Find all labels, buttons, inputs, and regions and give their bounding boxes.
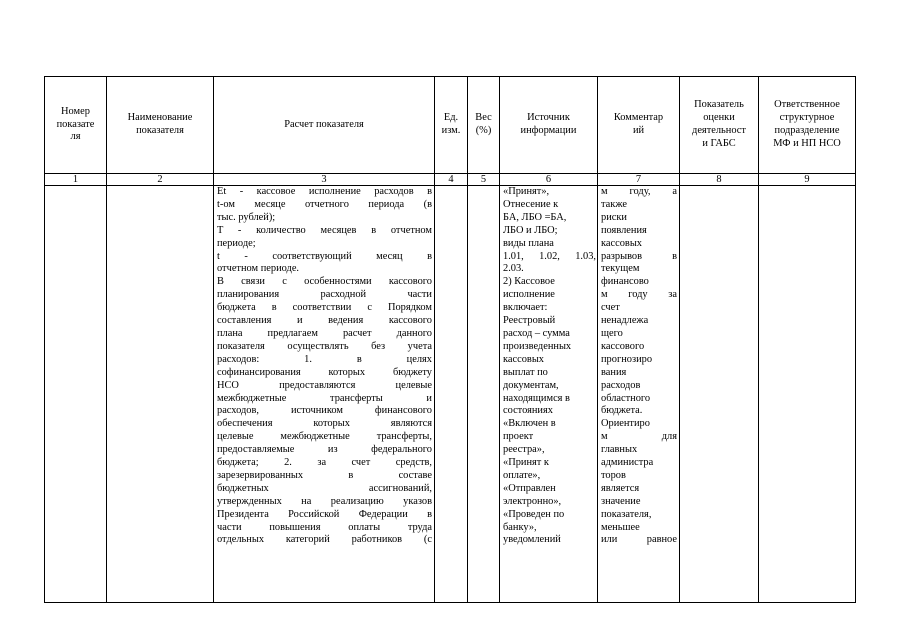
cell-line: реестра»,: [503, 444, 545, 456]
cell-line: м для: [601, 431, 677, 443]
cell-line: щего: [601, 327, 623, 339]
calculation-text-line: зарезервированных в составе: [217, 469, 432, 481]
calculation-text-line: отчетном периоде.: [217, 263, 300, 275]
cell-unit: [435, 186, 468, 603]
cell-line: структурное: [779, 112, 835, 124]
cell-line: исполнение: [503, 289, 555, 301]
cell-line: виды плана: [503, 237, 554, 249]
cell-line: торов: [601, 469, 626, 481]
cell-line: оплате»,: [503, 469, 541, 481]
cell-line: кассовых: [601, 237, 643, 249]
cell-line: ий: [632, 125, 645, 136]
cell-weight: [468, 186, 500, 603]
cell-line: бюджета.: [601, 405, 643, 417]
cell-line: текущем: [601, 263, 640, 275]
column-number: 8: [680, 174, 759, 186]
cell-line: показате: [56, 118, 95, 130]
cell-line: подразделение: [774, 125, 840, 136]
cell-line: оценки: [703, 112, 735, 124]
column-number: 1: [45, 174, 107, 186]
calculation-text-line: бюджетных ассигнований,: [217, 482, 432, 494]
cell-line: показателя,: [601, 508, 652, 520]
cell-line: деятельност: [692, 125, 746, 136]
column-number: 5: [468, 174, 500, 186]
cell-line: или равное: [601, 534, 677, 546]
cell-line: ля: [70, 131, 81, 143]
cell-line: Отнесение к: [503, 198, 559, 210]
cell-line: Источник: [527, 112, 570, 124]
cell-line: и ГАБС: [702, 137, 736, 149]
calculation-text-line: целевые межбюджетные трансферты,: [217, 431, 432, 443]
calculation-text-line: показателя осуществлять без учета: [217, 340, 432, 352]
calculation-text-line: t - соответствующий месяц в: [217, 250, 432, 262]
cell-line: «Принят»,: [503, 186, 550, 197]
cell-line: также: [601, 198, 627, 210]
header-indicator-number: [45, 77, 107, 174]
cell-line: вания: [601, 366, 627, 378]
calculation-text-line: отдельных категорий работников (с: [217, 534, 432, 546]
calculation-text-line: расходов, источником финансового: [217, 405, 432, 417]
column-number: 7: [598, 174, 680, 186]
cell-comment: [598, 186, 680, 603]
cell-line: выплат по: [503, 366, 548, 378]
cell-line: расходов: [601, 379, 641, 391]
header-indicator-calculation: [214, 77, 435, 174]
column-numbers-row: [45, 174, 856, 186]
calculation-text-line: Президента Российской Федерации в: [217, 508, 432, 520]
cell-line: Наименование: [127, 112, 193, 124]
cell-line: кассового: [601, 340, 645, 352]
calculation-text-line: плана предлагаем расчет данного: [217, 327, 432, 339]
table-header-row: [45, 77, 856, 174]
calculation-text-line: составления и ведения кассового: [217, 315, 432, 327]
cell-line: банку»,: [503, 521, 537, 533]
cell-line: включает:: [503, 302, 548, 314]
cell-gabs-evaluation: [680, 186, 759, 603]
calculation-text-line: предоставляемые из федерального: [217, 444, 432, 456]
calculation-text-line: периоде;: [217, 237, 256, 249]
cell-line: прогнозиро: [601, 353, 653, 365]
cell-line: ЛБО и ЛБО;: [503, 224, 558, 236]
header-comment: [598, 77, 680, 174]
cell-line: 2.03.: [503, 263, 524, 275]
header-indicator-name: [107, 77, 214, 174]
cell-line: является: [601, 482, 640, 494]
cell-line: Комментар: [613, 112, 664, 124]
cell-line: информации: [520, 125, 577, 136]
header-weight: [468, 77, 500, 174]
cell-line: уведомлений: [503, 534, 561, 546]
cell-line: Показатель: [694, 99, 744, 111]
cell-indicator-calculation: [214, 186, 435, 603]
calculation-text-line: планирования расходной части: [217, 289, 432, 301]
calculation-text-line: софинансирования которых бюджету: [217, 366, 432, 378]
calculation-text-line: Et - кассовое исполнение расходов в: [217, 186, 432, 197]
calculation-text-line: межбюджетные трансферты и: [217, 392, 432, 404]
calculation-text-line: тыс. рублей);: [217, 211, 276, 223]
cell-line: счет: [601, 302, 620, 314]
cell-line: меньшее: [601, 521, 640, 533]
cell-line: м году, а: [601, 186, 677, 197]
calculation-text-line: расходов: 1. в целях: [217, 353, 432, 365]
column-number: 2: [107, 174, 214, 186]
cell-line: Ориентиро: [601, 418, 650, 430]
cell-line: (%): [475, 125, 492, 136]
cell-line: появления: [601, 224, 647, 236]
cell-line: «Проведен по: [503, 508, 565, 520]
cell-line: областного: [601, 392, 651, 404]
cell-line: «Включен в: [503, 418, 556, 430]
indicator-table: [44, 76, 856, 603]
cell-line: «Принят к: [503, 457, 549, 469]
cell-line: документам,: [503, 379, 559, 391]
cell-line: проект: [503, 431, 534, 443]
cell-line: электронно»,: [503, 495, 562, 507]
cell-line: МФ и НП НСО: [773, 137, 841, 149]
cell-line: риски: [601, 211, 627, 223]
header-gabs-evaluation: [680, 77, 759, 174]
calculation-text-line: утвержденных на реализацию указов: [217, 495, 432, 507]
calculation-text-line: T - количество месяцев в отчетном: [217, 224, 432, 236]
cell-line: «Отправлен: [503, 482, 556, 494]
cell-line: Расчет показателя: [284, 118, 364, 130]
calculation-text-line: бюджета; 2. за счет средств,: [217, 457, 432, 469]
calculation-text-line: t-ом месяце отчетного периода (в: [217, 198, 432, 210]
cell-responsible-unit: [759, 186, 856, 603]
cell-line: значение: [601, 495, 641, 507]
cell-line: Ответственное: [774, 99, 840, 111]
cell-line: произведенных: [503, 340, 572, 352]
column-number: 4: [435, 174, 468, 186]
column-number: 3: [214, 174, 435, 186]
cell-line: 2) Кассовое: [503, 276, 555, 288]
column-number: 6: [500, 174, 598, 186]
cell-line: расход – сумма: [503, 327, 570, 339]
cell-line: находящимся в: [503, 392, 570, 404]
cell-line: ненадлежа: [601, 315, 649, 327]
cell-line: изм.: [441, 125, 461, 136]
cell-indicator-number: [45, 186, 107, 603]
cell-line: м году за: [601, 289, 677, 301]
cell-line: показателя: [136, 125, 184, 136]
cell-line: состояниях: [503, 405, 553, 417]
cell-line: главных: [601, 444, 638, 456]
cell-information-source: [500, 186, 598, 603]
header-responsible-unit: [759, 77, 856, 174]
calculation-text-line: В связи с особенностями кассового: [217, 276, 432, 288]
cell-line: Ед.: [443, 112, 459, 124]
cell-line: Вес: [475, 112, 492, 124]
cell-line: Номер: [61, 105, 90, 117]
cell-indicator-name: [107, 186, 214, 603]
header-unit: [435, 77, 468, 174]
table-row: [45, 186, 856, 603]
column-number: 9: [759, 174, 856, 186]
cell-line: разрывов в: [601, 250, 677, 262]
cell-line: БА, ЛБО =БА,: [503, 211, 567, 223]
calculation-text-line: обеспечения которых являются: [217, 418, 432, 430]
header-information-source: [500, 77, 598, 174]
calculation-text-line: части повышения оплаты труда: [217, 521, 432, 533]
cell-line: финансово: [601, 276, 649, 288]
cell-line: Реестровый: [503, 315, 556, 327]
calculation-text-line: НСО предоставляются целевые: [217, 379, 432, 391]
cell-line: администра: [601, 457, 654, 469]
cell-line: кассовых: [503, 353, 545, 365]
cell-line: 1.01, 1.02, 1.03,: [503, 250, 596, 262]
calculation-text-line: бюджета в соответствии с Порядком: [217, 302, 432, 314]
